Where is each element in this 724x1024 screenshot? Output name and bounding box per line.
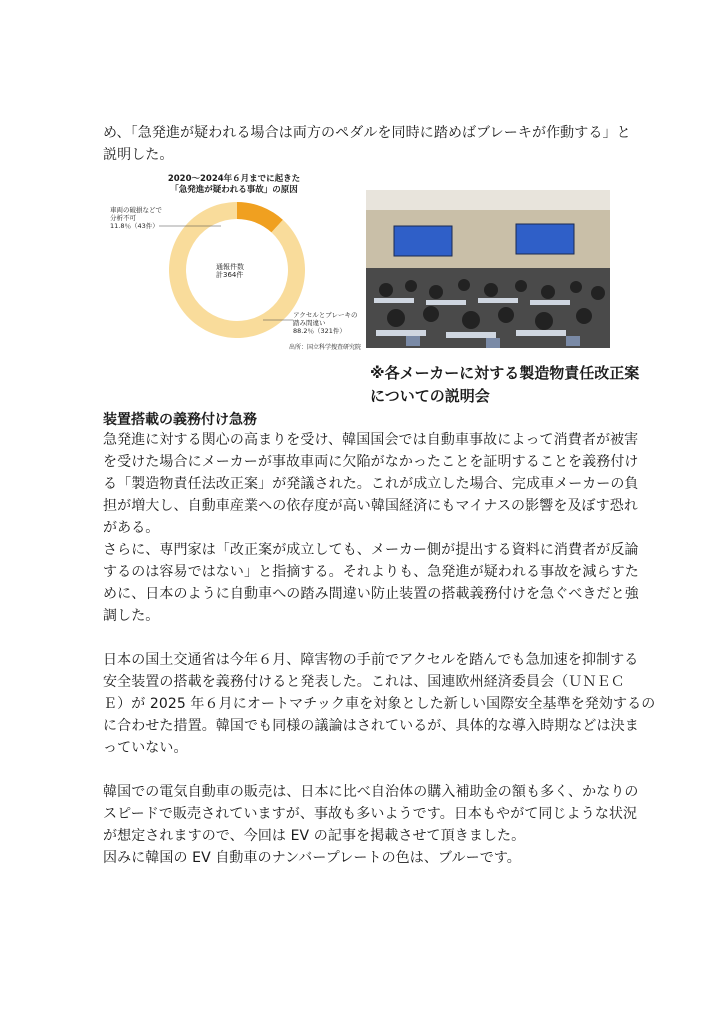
japan-line-2: 安全装置の搭載を義務付けると発表した。これは、国連欧州経済委員会（ＵＮＥＣ [103,674,625,690]
body-line-1: 急発進に対する関心の高まりを受け、韓国国会では自動車事故によって消費者が被害 [103,432,639,448]
closing-line-1: 韓国での電気自動車の販売は、日本に比べ自治体の購入補助金の額も多く、かなりの [103,784,639,800]
slice-label-bottom-line-1: アクセルとブレーキの [293,311,358,319]
body-line-2: を受けた場合にメーカーが事故車両に欠陥がなかったことを証明することを義務付け [103,454,639,470]
body-line-6: さらに、専門家は「改正案が成立しても、メーカー側が提出する資料に消費者が反論 [103,542,639,558]
body-line-3: る「製造物責任法改正案」が発議された。これが成立した場合、完成車メーカーの負 [103,476,639,492]
center-label-line-2: 計364件 [216,271,244,279]
body-line-5: がある。 [103,520,160,536]
japan-line-4: に合わせた措置。韓国でも同様の議論はされているが、具体的な導入時期などは決ま [103,718,639,734]
donut-chart [103,172,365,358]
closing-line-2: スピードで販売されていますが、事故も多いようです。日本もやがて同じような状況 [103,806,638,822]
slice-value-bottom: 88.2％（321件） [293,327,346,335]
intro-line-2: 説明した。 [103,147,174,163]
chart-title-line-2: 「急発進が疑われる事故」の原因 [170,185,298,195]
chart-source: 出所：国立科学捜査研究院 [289,344,362,351]
body-line-9: 調した。 [103,608,160,624]
center-label-line-1: 通報件数 [216,263,244,271]
closing-line-4: 因みに韓国の EV 自動車のナンバープレートの色は、ブルーです。 [103,850,521,866]
body-line-8: めに、日本のように自動車への踏み間違い防止装置の搭載義務付けを急ぐべきだと強 [103,586,639,602]
slice-label-top-line-1: 車両の破損などで [110,206,162,214]
closing-line-3: が想定されますので、今回は EV の記事を掲載させて頂きました。 [103,828,526,844]
photo-caption-line-2: についての説明会 [370,387,490,405]
body-line-4: 担が増大し、自動車産業への依存度が高い韓国経済にもマイナスの影響を及ぼす恐れ [103,498,638,514]
slice-value-top: 11.8％（43件） [110,222,159,230]
japan-line-5: っていない。 [103,740,188,756]
intro-line-1: め、「急発進が疑われる場合は両方のペダルを同時に踏めばブレーキが作動する」と [103,125,631,141]
conference-photo [366,190,610,348]
body-line-7: するのは容易ではない」と指摘する。それよりも、急発進が疑われる事故を減らすた [103,564,639,580]
slice-label-bottom-line-2: 踏み間違い [293,319,326,327]
section-heading: 装置搭載の義務付け急務 [103,412,257,428]
japan-line-1: 日本の国土交通省は今年６月、障害物の手前でアクセルを踏んでも急加速を抑制する [103,652,639,668]
japan-line-3: Ｅ）が 2025 年６月にオートマチック車を対象とした新しい国際安全基準を発効するの [103,696,656,712]
photo-caption-line-1: ※各メーカーに対する製造物責任改正案 [370,364,640,382]
slice-label-top-line-2: 分析不可 [110,214,136,222]
chart-title-line-1: 2020〜2024年６月までに起きた [167,174,301,184]
conference-photo-illustration [366,190,610,348]
